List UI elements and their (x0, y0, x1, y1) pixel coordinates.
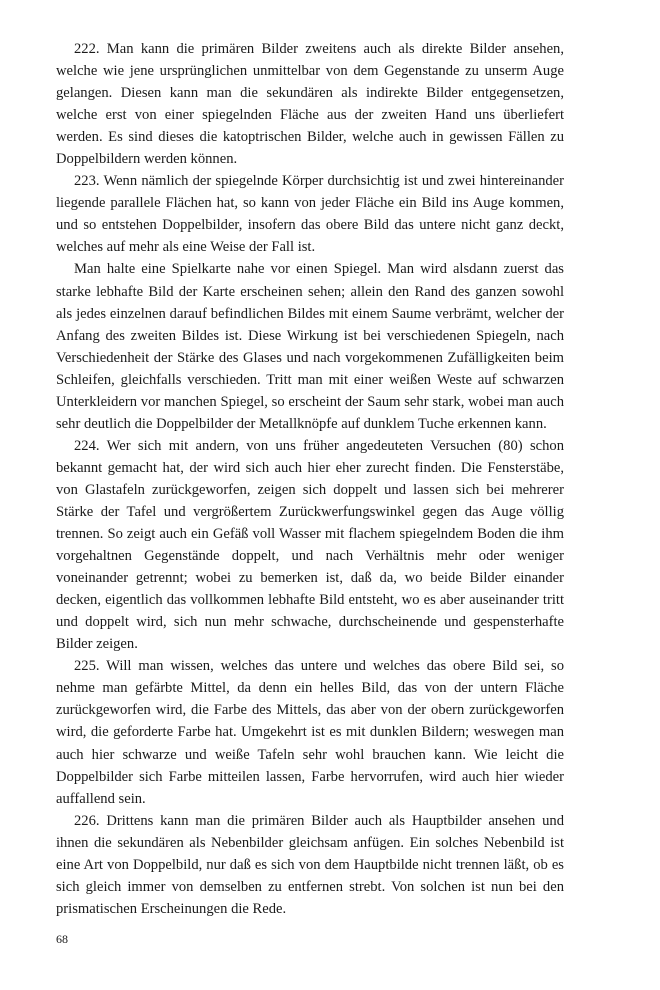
paragraph-224: 224. Wer sich mit andern, von uns früher angedeuteten Versuchen (80) schon bekannt gemacht hat, der wird sich auch hier eher zurecht finden. Die Fensterstäbe, von Glastafeln zurückgeworfen, zeigen sich doppelt und lassen sich bei mehrerer Stärke der Tafel und vergrößertem Zurückwerfungswinkel gegen das Auge völlig trennen. So zeigt auch ein Gefäß voll Wasser mit flachem spiegelndem Boden die ihm vorgehaltnen Gegenstände doppelt, und nach Verhältnis mehr oder weniger voneinander getrennt; wobei zu bemerken ist, daß da, wo beide Bilder einander decken, eigentlich das vollkommen lebhafte Bild entsteht, wo es aber auseinander tritt und doppelt wird, sich nun mehr schwache, durchscheinende und gespensterhafte Bilder zeigen. (56, 437, 564, 653)
page-body (56, 38, 564, 920)
paragraph-226: 226. Drittens kann man die primären Bilder auch als Hauptbilder ansehen und ihnen die sekundären als Nebenbilder gleichsam anfügen. Ein solches Nebenbild ist eine Art von Doppelbild, nur daß es sich von dem Hauptbilde nicht trennen läßt, ob es sich gleich immer von demselben zu entfernen strebt. Von solchen ist nun bei den prismatischen Erscheinungen die Rede. (56, 812, 564, 917)
paragraph-225: 225. Will man wissen, welches das untere und welches das obere Bild sei, so nehme man gefärbte Mittel, da denn ein helles Bild, das von der untern Fläche zurückgeworfen wird, die Farbe des Mittels, das aber von der obern zurückgeworfen wird, die geforderte Farbe hat. Umgekehrt ist es mit dunklen Bildern; weswegen man auch hier schwarze und weiße Tafeln sehr wohl brauchen kann. Wie leicht die Doppelbilder sich Farbe mitteilen lassen, Farbe hervorrufen, wird auch hier wieder auffallend sein. (56, 658, 564, 807)
paragraph-spielkarte: Man halte eine Spielkarte nahe vor einen Spiegel. Man wird alsdann zuerst das starke lebhafte Bild der Karte erscheinen sehen; allein den Rand des ganzen sowohl als jedes einzelnen darauf befindlichen Bildes mit einem Saume verbrämt, welcher der Anfang des zweiten Bildes ist. Diese Wirkung ist bei verschiedenen Spiegeln, nach Verschiedenheit der Stärke des Glases und nach vorgekommenen Zufälligkeiten beim Schleifen, gleichfalls verschieden. Tritt man mit einer weißen Weste auf schwarzen Unterkleidern vor manchen Spiegel, so erscheint der Saum sehr stark, wobei man auch sehr deutlich die Doppelbilder der Metallknöpfe auf dunklem Tuche erkennen kann. (56, 261, 564, 432)
page-number: 68 (56, 932, 68, 946)
paragraph-223: 223. Wenn nämlich der spiegelnde Körper durchsichtig ist und zwei hintereinander liegende parallele Flächen hat, so kann von jeder Fläche ein Bild ins Auge kommen, und so entstehen Doppelbilder, insofern das obere Bild das untere nicht ganz deckt, welches auf mehr als eine Weise der Fall ist. (56, 173, 564, 256)
paragraph-222: 222. Man kann die primären Bilder zweitens auch als direkte Bilder ansehen, welche wie jene ursprünglichen unmittelbar von dem Gegenstande zu unserm Auge gelangen. Diesen kann man die sekundären als indirekte Bilder entgegensetzen, welche erst von einer spiegelnden Fläche aus der zweiten Hand uns überliefert werden. Es sind dieses die katoptrischen Bilder, welche auch in gewissen Fällen zu Doppelbildern werden können. (56, 41, 564, 168)
